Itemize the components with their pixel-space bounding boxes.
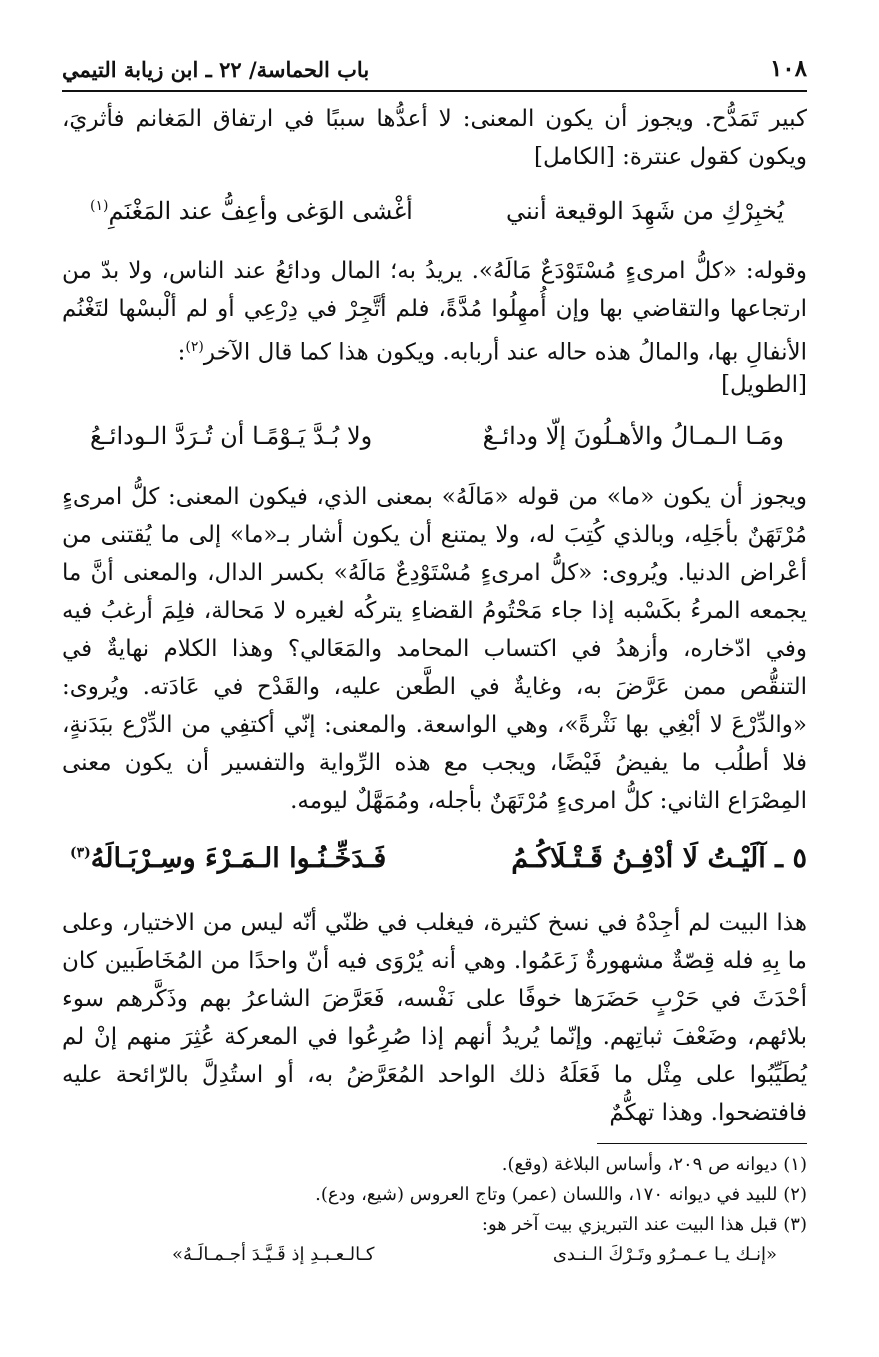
paragraph-body: وقوله: «كلُّ امرىءٍ مُسْتَوْدَعٌ مَالَهُ». يريدُ به؛ المال ودائعُ عند الناس، ولا بدّ من ارتجاعها والتقاضي بها وإن أُمهِلُوا مُدَّةً، فلم أتَّجِرْ في دِرْعِي أو لم ألْبسْها لتَغْنُم الأنفالِ بها، والمالُ هذه حاله عند أربابه. ويكون هذا كما قال الآخر bbox=[62, 258, 807, 366]
footnote-divider bbox=[597, 1143, 807, 1144]
paragraph-punctuation: : bbox=[177, 339, 186, 366]
paragraph-text: ويجوز أن يكون «ما» من قوله «مَالَهُ» بمعنى الذي، فيكون المعنى: كلُّ امرىءٍ مُرْتَهَنٌ بأجَلِه، وبالذي كُتِبَ له، ولا يمتنع أن يكون أشار بـ«ما» إلى ما يُقتنى من أعْراض الدنيا. ويُروى: «كلُّ امرىءٍ مُسْتَوْدِعٌ مَالَهُ» بكسر الدال، والمعنى أنَّ ما يجمعه المرءُ بكَسْبه إذا جاء مَحْتُومُ القضاءِ يتركُه لغيره لا مَحالة، فلِمَ أرغبُ فيه وفي ادّخاره، وأزهدُ في اكتساب المحامد والمَعَالي؟ وهذا الكلام نهايةٌ في التنقُّص ممن عَرَّضَ به، وغايةٌ في الطَّعن عليه، والقَدْح في عَادَته. ويُروى: «والدِّرْعَ لا أبْغِي بها نَثْرةً»، وهي الواسعة. والمعنى: إنّي أكتفِي من الدِّرْع ببَدَنةٍ، فلا أطلُب ما يفيضُ فَيْضًا، ويجب مع هذه الرِّواية والتفسير أن يكون معنى المِصْرَاع الثاني: كلُّ امرىءٍ مُرْتَهَنٌ بأجله، ومُمَهَّلٌ ليومه. bbox=[62, 484, 807, 814]
footnote-3: (٣) قبل هذا البيت عند التبريزي بيت آخر هو: bbox=[481, 1214, 807, 1235]
verse-hemistich-right: ومَـا الـمـالُ والأهـلُونَ إلّا ودائـعٌ bbox=[482, 422, 784, 450]
verse-hemistich-left bbox=[70, 843, 386, 874]
hemistich-text: أغْشى الوَغى وأعِفُّ عند المَغْنَمِ bbox=[108, 197, 413, 225]
meter-label-line bbox=[62, 366, 807, 404]
footnote-ref: (٢) bbox=[185, 339, 204, 355]
paragraph-3 bbox=[62, 478, 807, 820]
paragraph-text: كبير تَمَدُّح. ويجوز أن يكون المعنى: لا أعدُّها سببًا في ارتفاق المَغانم فأثريَ، ويكون كقول عنترة: [الكامل] bbox=[62, 106, 807, 170]
meter-label: [الطويل] bbox=[721, 372, 807, 398]
footnote-2: (٢) للبيد في ديوانه ١٧٠، واللسان (عمر) وتاج العروس (شيع، ودع). bbox=[315, 1184, 807, 1205]
paragraph-1 bbox=[62, 100, 807, 176]
footnote-verse-right: «إنـك يـا عـمـرُو وتَـرْكَ الـنـدى bbox=[552, 1244, 777, 1265]
section-title: باب الحماسة/ ٢٢ ـ ابن زيابة التيمي bbox=[62, 57, 370, 82]
verse-antara bbox=[90, 197, 784, 225]
page-number: ١٠٨ bbox=[769, 55, 807, 82]
verse-labid bbox=[90, 422, 784, 450]
paragraph-2 bbox=[62, 252, 807, 372]
verse-hemistich-left bbox=[90, 197, 413, 225]
footnote-ref: (٣) bbox=[70, 845, 91, 861]
hemistich-text: فَـدَخِّـنُـوا الـمَـرْءَ وسِـرْبَـالَهُ bbox=[90, 843, 387, 874]
header-divider bbox=[62, 90, 807, 92]
paragraph-4 bbox=[62, 904, 807, 1132]
footnote-3-verse bbox=[62, 1240, 807, 1270]
verse-number: ٥ ـ bbox=[775, 843, 807, 874]
verse-hemistich-right bbox=[506, 197, 784, 225]
paragraph-text bbox=[62, 252, 807, 372]
verse-hemistich-right bbox=[511, 843, 807, 874]
hemistich-text: يُخبِرْكِ من شَهِدَ الوقيعة أنني bbox=[506, 197, 784, 225]
footnote-ref: (١) bbox=[90, 198, 109, 214]
paragraph-text: هذا البيت لم أجِدْهُ في نسخ كثيرة، فيغلب في ظنّي أنّه ليس من الاختيار، وعلى ما بِهِ فله قِصّةٌ مشهورةٌ زَعَمُوا. وهي أنه يُرْوَى فيه أنّ واحدًا من المُخَاطَبين كان أحْدَثَ في حَرْبٍ حَضَرَها خوفًا على نَفْسه، فَعَرَّضَ الشاعرُ بهم وذَكَّرهم سوء بلائهم، وضَعْفَ ثباتِهم. وإنّما يُريدُ أنهم إذا صُرِعُوا في المعركة عُثِرَ منهم إنْ لم يُطَيِّبُوا على مِثْل ما فَعَلَهُ ذلك الواحد المُعَرَّضُ به، أو استُدِلَّ بالرّائحة عليه فافتضحوا. وهذا تهكُّمٌ bbox=[62, 910, 807, 1126]
footnote-verse-left: كـالـعـبـدِ إذ قَـيَّـدَ أجـمـالَـهُ» bbox=[172, 1244, 375, 1265]
hemistich-text: آلَيْـتُ لَا أدْفِـنُ قَـتْـلَاكُـمُ bbox=[511, 843, 766, 874]
verse-hemistich-left: ولا بُـدَّ يَـوْمًـا أن تُـرَدَّ الـودائـعُ bbox=[90, 422, 373, 450]
verse-5 bbox=[70, 843, 807, 874]
footnote-1: (١) ديوانه ص ٢٠٩، وأساس البلاغة (وقع). bbox=[501, 1154, 807, 1175]
footnotes bbox=[62, 1150, 807, 1270]
running-header bbox=[62, 52, 807, 82]
